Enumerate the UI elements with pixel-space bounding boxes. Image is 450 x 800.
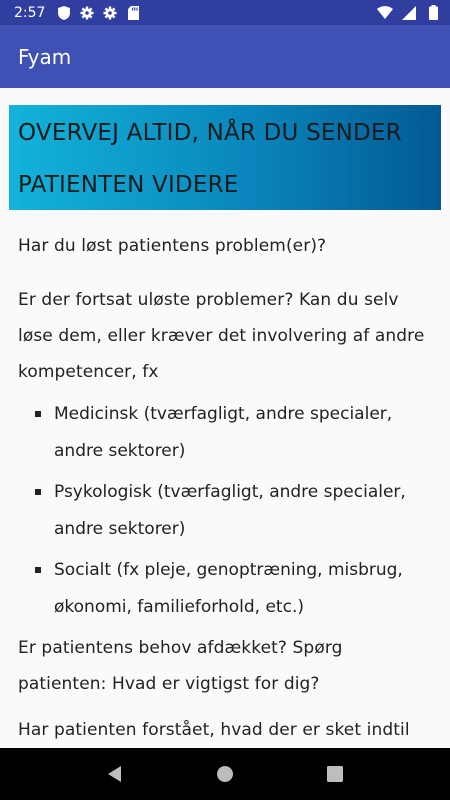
bullet-icon	[35, 567, 41, 573]
status-bar	[0, 0, 450, 25]
wifi-icon	[378, 6, 392, 20]
paragraph-problem-solved: Har du løst patientens problem(er)?	[18, 236, 327, 256]
section-banner: OVERVEJ ALTID, NÅR DU SENDER PATIENTEN VIDERE	[9, 105, 441, 210]
competence-list	[9, 396, 441, 626]
list-item-text: Psykologisk (tværfagligt, andre specialer, andre sektorer)	[54, 482, 406, 539]
shield-icon	[57, 6, 71, 20]
gear-icon	[80, 6, 94, 20]
signal-icon	[402, 6, 416, 20]
navigation-bar	[0, 748, 450, 800]
app-bar	[0, 25, 450, 88]
home-icon[interactable]	[205, 754, 245, 794]
sd-card-icon	[126, 6, 140, 20]
gear-icon	[103, 6, 117, 20]
paragraph-unresolved-problems: Er der fortsat uløste problemer? Kan du selv løse dem, eller kræver det involvering af andre kompetencer, fx	[18, 290, 425, 382]
list-item-text: Socialt (fx pleje, genoptræning, misbrug, økonomi, familieforhold, etc.)	[54, 560, 403, 617]
recents-icon[interactable]	[315, 754, 355, 794]
content-scroll-area[interactable]	[0, 88, 450, 748]
list-item	[9, 552, 441, 626]
bullet-icon	[35, 411, 41, 417]
battery-icon	[426, 6, 440, 20]
back-icon[interactable]	[95, 754, 135, 794]
list-item	[9, 396, 441, 470]
system-icons	[378, 6, 440, 20]
app-title: Fyam	[18, 44, 72, 69]
paragraph-patient-needs: Er patientens behov afdækket? Spørg patienten: Hvad er vigtigst for dig?	[18, 638, 343, 694]
list-item-text: Medicinsk (tværfagligt, andre specialer, andre sektorer)	[54, 404, 393, 461]
notification-icons	[57, 6, 140, 20]
bullet-icon	[35, 489, 41, 495]
paragraph-patient-understanding: Har patienten forstået, hvad der er sket indtil	[18, 720, 410, 740]
status-time: 2:57	[14, 4, 46, 21]
list-item	[9, 474, 441, 548]
